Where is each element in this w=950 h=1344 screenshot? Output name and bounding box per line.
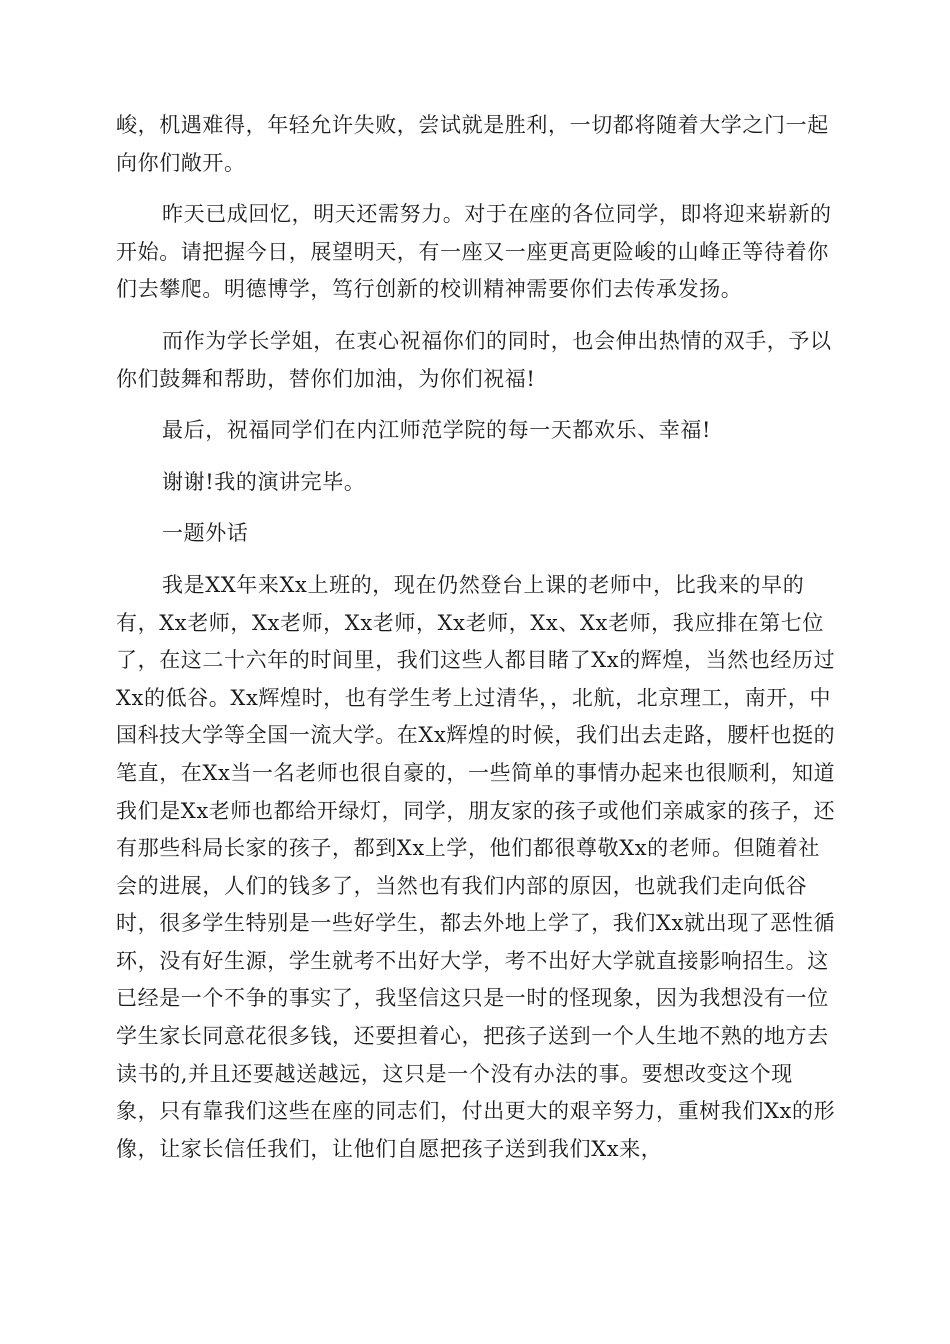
paragraph-2: 昨天已成回忆，明天还需努力。对于在座的各位同学，即将迎来崭新的开始。请把握今日，展望明天，有一座又一座更高更险峻的山峰正等待着你们去攀爬。明德博学，笃行创新的校训精神需要你们去传承发扬。 — [116, 202, 832, 302]
section-heading: 一题外话 — [162, 521, 249, 546]
paragraph-6: 我是XX年来Xx上班的，现在仍然登台上课的老师中，比我来的早的有，Xx老师，Xx老师，Xx老师，Xx老师，Xx、Xx老师，我应排在第七位了，在这二十六年的时间里，我们这些人都目睹了Xx的辉煌，当然也经历过Xx的低谷。Xx辉煌时，也有学生考上过清华，，北航，北京理工，南开，中国科技大学等全国一流大学。在Xx辉煌的时候，我们出去走路，腰杆也挺的笔直，在Xx当一名老师也很自豪的，一些简单的事情办起来也很顺利，知道我们是Xx老师也都给开绿灯，同学，朋友家的孩子或他们亲戚家的孩子，还有那些科局长家的孩子，都到Xx上学，他们都很尊敬Xx的老师。但随着社会的进展，人们的钱多了，当然也有我们内部的原因，也就我们走向低谷时，很多学生特别是一些好学生，都去外地上学了，我们Xx就出现了恶性循环，没有好生源，学生就考不出好大学，考不出好大学就直接影响招生。这已经是一个不争的事实了，我坚信这只是一时的怪现象，因为我想没有一位学生家长同意花很多钱，还要担着心，把孩子送到一个人生地不熟的地方去读书的,并且还要越送越远，这只是一个没有办法的事。要想改变这个现象，只有靠我们这些在座的同志们，付出更大的艰辛努力，重树我们Xx的形像，让家长信任我们，让他们自愿把孩子送到我们Xx来， — [116, 572, 836, 1161]
paragraph-1: 峻，机遇难得，年轻允许失败，尝试就是胜利，一切都将随着大学之门一起向你们敞开。 — [116, 113, 829, 175]
paragraph-4: 最后，祝福同学们在内江师范学院的每一天都欢乐、幸福! — [162, 418, 712, 443]
paragraph-5: 谢谢!我的演讲完毕。 — [162, 469, 366, 494]
document-body — [116, 107, 836, 1168]
paragraph-3: 而作为学长学姐，在衷心祝福你们的同时，也会伸出热情的双手，予以你们鼓舞和帮助，替你们加油，为你们祝福! — [116, 328, 832, 391]
